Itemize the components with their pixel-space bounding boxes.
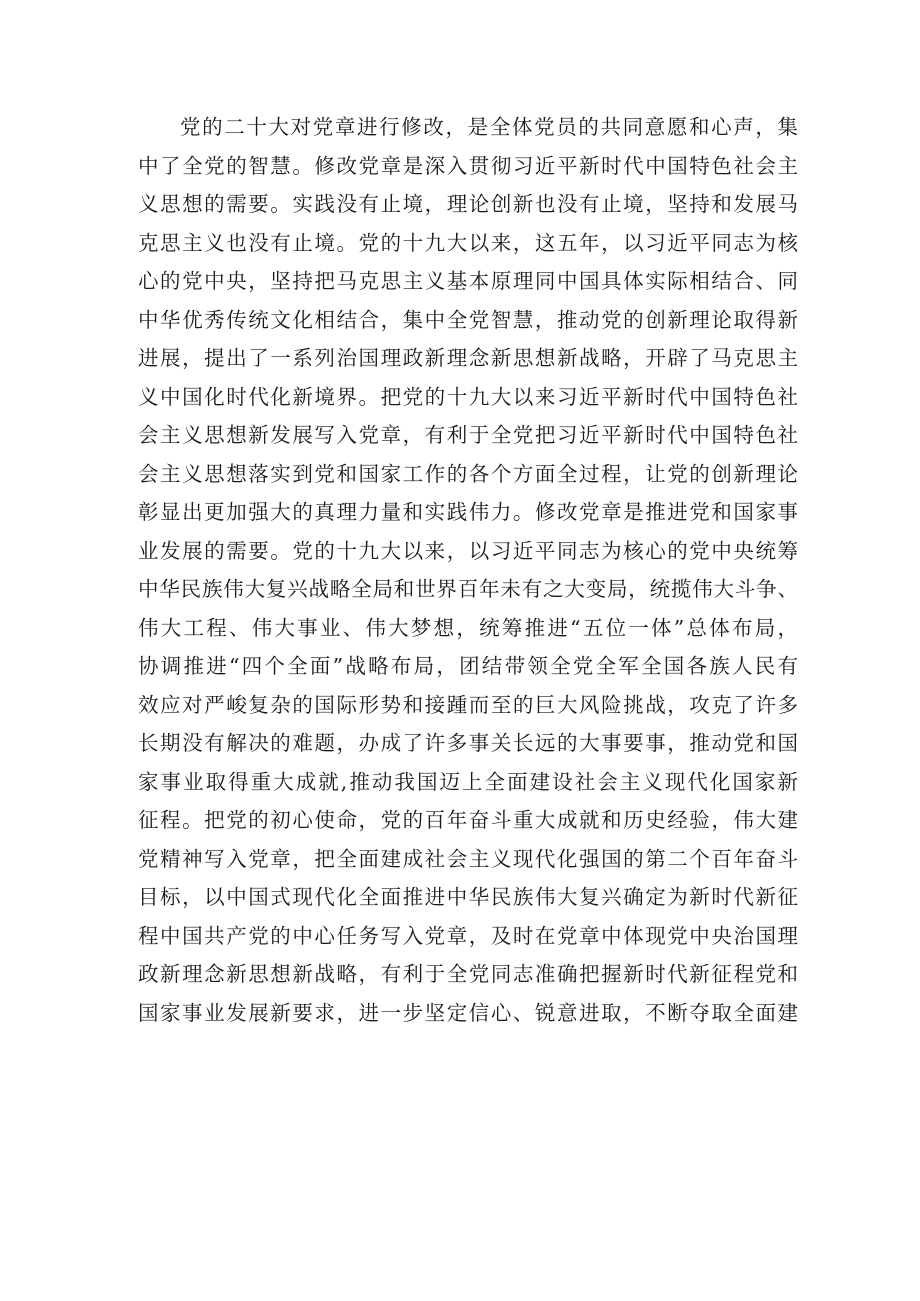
paragraph-line: 程中国共产党的中心任务写入党章，及时在党章中体现党中央治国理 bbox=[138, 923, 798, 948]
paragraph-line: 会主义思想落实到党和国家工作的各个方面全过程，让党的创新理论 bbox=[138, 461, 798, 486]
paragraph-line: 中了全党的智慧。修改党章是深入贯彻习近平新时代中国特色社会主 bbox=[138, 153, 798, 178]
paragraph-line: 义中国化时代化新境界。把党的十九大以来习近平新时代中国特色社 bbox=[138, 384, 798, 409]
body-paragraph bbox=[138, 108, 798, 1032]
paragraph-line: 进展，提出了一系列治国理政新理念新思想新战略，开辟了马克思主 bbox=[138, 346, 798, 370]
paragraph-line: 协调推进“四个全面”战略布局，团结带领全党全军全国各族人民有 bbox=[138, 654, 798, 678]
paragraph-line: 中华优秀传统文化相结合，集中全党智慧，推动党的创新理论取得新 bbox=[138, 307, 798, 332]
paragraph-line: 会主义思想新发展写入党章，有利于全党把习近平新时代中国特色社 bbox=[138, 423, 798, 447]
paragraph-line: 伟大工程、伟大事业、伟大梦想，统筹推进“五位一体”总体布局， bbox=[138, 615, 798, 640]
paragraph-line: 党的二十大对党章进行修改，是全体党员的共同意愿和心声，集 bbox=[180, 115, 798, 139]
paragraph-line: 党精神写入党章，把全面建成社会主义现代化强国的第二个百年奋斗 bbox=[138, 846, 798, 871]
paragraph-line: 国家事业发展新要求，进一步坚定信心、锐意进取，不断夺取全面建 bbox=[138, 1000, 798, 1025]
paragraph-line: 征程。把党的初心使命，党的百年奋斗重大成就和历史经验，伟大建 bbox=[138, 808, 798, 832]
paragraph-line: 业发展的需要。党的十九大以来，以习近平同志为核心的党中央统筹 bbox=[138, 538, 798, 563]
paragraph-line: 中华民族伟大复兴战略全局和世界百年未有之大变局，统揽伟大斗争、 bbox=[138, 577, 798, 601]
paragraph-line: 克思主义也没有止境。党的十九大以来，这五年，以习近平同志为核 bbox=[138, 230, 798, 255]
paragraph-line: 效应对严峻复杂的国际形势和接踵而至的巨大风险挑战，攻克了许多 bbox=[138, 692, 798, 717]
paragraph-line: 政新理念新思想新战略，有利于全党同志准确把握新时代新征程党和 bbox=[138, 962, 798, 986]
paragraph-line: 彰显出更加强大的真理力量和实践伟力。修改党章是推进党和国家事 bbox=[138, 500, 798, 524]
paragraph-line: 义思想的需要。实践没有止境，理论创新也没有止境，坚持和发展马 bbox=[138, 192, 798, 216]
paragraph-line: 心的党中央，坚持把马克思主义基本原理同中国具体实际相结合、同 bbox=[138, 269, 798, 293]
paragraph-line: 目标，以中国式现代化全面推进中华民族伟大复兴确定为新时代新征 bbox=[138, 885, 798, 909]
paragraph-line: 长期没有解决的难题，办成了许多事关长远的大事要事，推动党和国 bbox=[138, 731, 798, 755]
paragraph-line: 家事业取得重大成就,推动我国迈上全面建设社会主义现代化国家新 bbox=[138, 769, 798, 794]
